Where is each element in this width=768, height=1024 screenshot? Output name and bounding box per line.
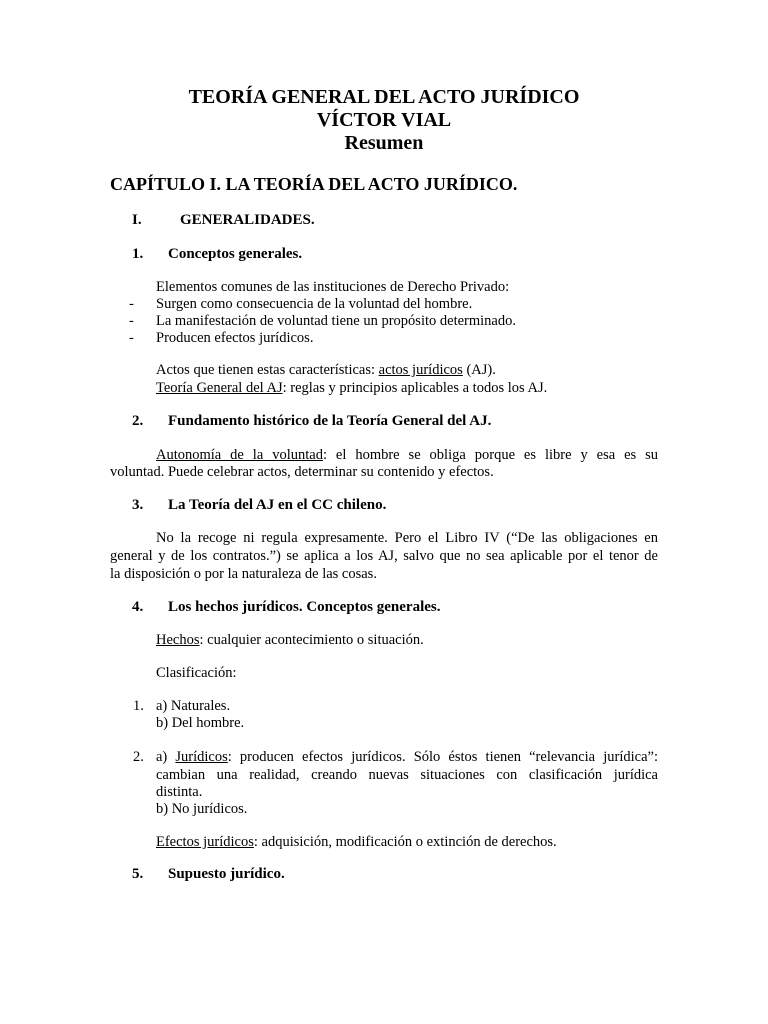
bullet-item: La manifestación de voluntad tiene un propósito determinado. (156, 313, 516, 329)
text: a) (156, 749, 176, 765)
text: (AJ). (462, 362, 496, 378)
subsection-heading-hechos: Los hechos jurídicos. Conceptos generales. (168, 599, 441, 615)
title-line-3: Resumen (344, 132, 424, 154)
subsection-heading-fundamento: Fundamento histórico de la Teoría General del AJ. (168, 413, 492, 429)
text: : producen efectos jurídicos. Sólo éstos tienen “relevancia jurídica”: (227, 749, 658, 765)
bullet-item: Surgen como consecuencia de la voluntad del hombre. (156, 296, 473, 312)
subsection-number-2: 2. (132, 413, 144, 429)
text: Actos que tienen estas características: (156, 362, 379, 378)
subsection-number-4: 4. (132, 599, 144, 615)
term-actos-juridicos: actos jurídicos (378, 362, 463, 378)
section-heading-generalidades: GENERALIDADES. (180, 212, 315, 228)
list-item-naturales: a) Naturales. (156, 698, 231, 714)
subsection-heading-supuesto: Supuesto jurídico. (168, 866, 285, 882)
paragraph-elementos-intro: Elementos comunes de las instituciones de Derecho Privado: (156, 279, 510, 295)
list-item-no-juridicos: b) No jurídicos. (156, 801, 248, 817)
bullet-mark: - (129, 330, 134, 346)
term-juridicos: Jurídicos (175, 749, 228, 765)
text: : el hombre se obliga porque es libre y esa es su (322, 447, 658, 463)
title-line-2: VÍCTOR VIAL (316, 109, 452, 131)
subsection-number-3: 3. (132, 497, 144, 513)
paragraph-cc-line-1: No la recoge ni regula expresamente. Pero el Libro IV (“De las obligaciones en (156, 530, 658, 546)
bullet-mark: - (129, 313, 134, 329)
bullet-item: Producen efectos jurídicos. (156, 330, 314, 346)
text: : cualquier acontecimiento o situación. (199, 632, 424, 648)
list-item-del-hombre: b) Del hombre. (156, 715, 245, 731)
section-number-I: I. (132, 212, 142, 228)
paragraph-actos (156, 362, 496, 379)
paragraph-efectos (156, 834, 557, 851)
list-number-2: 2. (133, 749, 144, 765)
paragraph-clasificacion: Clasificación: (156, 665, 237, 681)
list-item-juridicos-line-2: cambian una realidad, creando nuevas situaciones con clasificación jurídica (156, 767, 658, 783)
text: : adquisición, modificación o extinción de derechos. (253, 834, 557, 850)
subsection-heading-cc-chileno: La Teoría del AJ en el CC chileno. (168, 497, 387, 513)
term-teoria-general: Teoría General del AJ (156, 380, 283, 396)
list-item-juridicos-line-1 (156, 749, 658, 766)
paragraph-teoria-general (156, 380, 547, 397)
subsection-heading-conceptos: Conceptos generales. (168, 246, 303, 262)
document-title (0, 86, 768, 155)
list-item-juridicos-line-3: distinta. (156, 784, 203, 800)
paragraph-hechos (156, 632, 424, 649)
title-line-1: TEORÍA GENERAL DEL ACTO JURÍDICO (188, 86, 580, 108)
term-efectos-juridicos: Efectos jurídicos (156, 834, 254, 850)
list-number-1: 1. (133, 698, 144, 714)
term-autonomia: Autonomía de la voluntad (156, 447, 323, 463)
paragraph-autonomia-line-1 (156, 447, 658, 464)
subsection-number-1: 1. (132, 246, 144, 262)
subsection-number-5: 5. (132, 866, 144, 882)
text: : reglas y principios aplicables a todos los AJ. (282, 380, 548, 396)
term-hechos: Hechos (156, 632, 200, 648)
paragraph-cc-line-2: general y de los contratos.”) se aplica a los AJ, salvo que no sea aplicable por el tenor de (110, 548, 658, 564)
chapter-heading: CAPÍTULO I. LA TEORÍA DEL ACTO JURÍDICO. (110, 174, 518, 194)
paragraph-autonomia-line-2: voluntad. Puede celebrar actos, determinar su contenido y efectos. (110, 464, 494, 480)
paragraph-cc-line-3: la disposición o por la naturaleza de las cosas. (110, 566, 377, 582)
bullet-mark: - (129, 296, 134, 312)
